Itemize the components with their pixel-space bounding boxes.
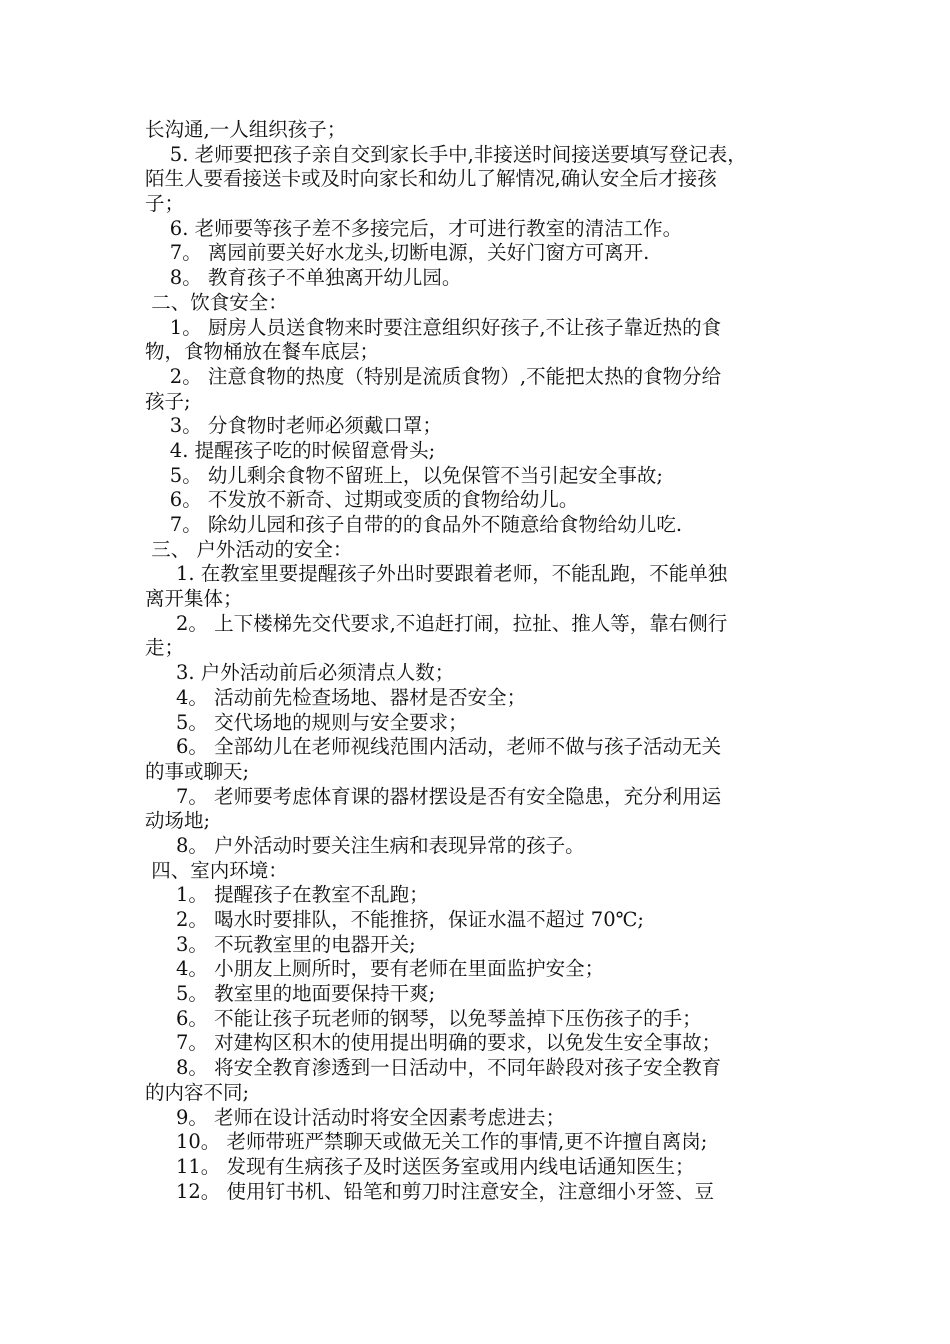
text-line: 2。 注意食物的热度（特别是流质食物）,不能把太热的食物分给	[145, 364, 722, 388]
text-line: 6。 不能让孩子玩老师的钢琴，以免琴盖掉下压伤孩子的手；	[145, 1006, 702, 1030]
text-line: 子；	[145, 192, 185, 216]
text-line: 3。 不玩教室里的电器开关;	[145, 932, 416, 956]
text-line: 6。 不发放不新奇、过期或变质的食物给幼儿。	[145, 488, 579, 512]
text-line: 8。 将安全教育渗透到一日活动中，不同年龄段对孩子安全教育	[145, 1056, 722, 1080]
text-line: 物，食物桶放在餐车底层；	[145, 340, 380, 364]
text-line: 12。 使用钉书机、铅笔和剪刀时注意安全，注意细小牙签、豆	[145, 1179, 715, 1203]
text-line: 1。 厨房人员送食物来时要注意组织好孩子,不让孩子靠近热的食	[145, 315, 722, 339]
text-line: 1. 在教室里要提醒孩子外出时要跟着老师，不能乱跑，不能单独	[145, 562, 728, 586]
text-line: 11。 发现有生病孩子及时送医务室或用内线电话通知医生；	[145, 1154, 695, 1178]
section-heading: 三、 户外活动的安全：	[145, 537, 353, 561]
text-line: 的事或聊天;	[145, 759, 250, 783]
text-line: 长沟通,一人组织孩子；	[145, 118, 347, 141]
text-line: 1。 提醒孩子在教室不乱跑；	[145, 883, 429, 907]
text-line: 7。 离园前要关好水龙头,切断电源，关好门窗方可离开.	[145, 241, 650, 265]
text-line: 走；	[145, 636, 185, 660]
text-line: 4. 提醒孩子吃的时候留意骨头;	[145, 438, 436, 462]
text-line: 离开集体；	[145, 587, 243, 611]
text-line: 动场地;	[145, 809, 211, 833]
text-line: 7。 老师要考虑体育课的器材摆设是否有安全隐患，充分利用运	[145, 784, 722, 808]
section-heading: 二、饮食安全：	[145, 290, 288, 314]
text-line: 2。 上下楼梯先交代要求,不追赶打闹，拉扯、推人等，靠右侧行	[145, 611, 728, 635]
text-line: 孩子;	[145, 389, 191, 413]
text-line: 6。 全部幼儿在老师视线范围内活动，老师不做与孩子活动无关	[145, 735, 722, 759]
text-line: 2。 喝水时要排队，不能推挤，保证水温不超过 70℃;	[145, 908, 644, 931]
section-heading: 四、室内环境：	[145, 858, 288, 882]
text-line: 10。 老师带班严禁聊天或做无关工作的事情,更不许擅自离岗;	[145, 1130, 708, 1154]
text-line: 9。 老师在设计活动时将安全因素考虑进去；	[145, 1105, 566, 1129]
text-line: 6. 老师要等孩子差不多接完后，才可进行教室的清洁工作。	[145, 216, 683, 240]
text-line: 4。 小朋友上厕所时，要有老师在里面监护安全；	[145, 957, 605, 981]
text-line: 8。 户外活动时要关注生病和表现异常的孩子。	[145, 833, 585, 857]
text-line: 5。 教室里的地面要保持干爽;	[145, 982, 436, 1006]
text-line: 5。 幼儿剩余食物不留班上，以免保管不当引起安全事故;	[145, 463, 663, 487]
text-line: 的内容不同;	[145, 1080, 250, 1104]
text-line: 7。 除幼儿园和孩子自带的的食品外不随意给食物给幼儿吃.	[145, 513, 683, 536]
text-line: 4。 活动前先检查场地、器材是否安全；	[145, 685, 527, 709]
text-line: 7。 对建构区积木的使用提出明确的要求，以免发生安全事故；	[145, 1031, 722, 1055]
text-line: 3。 分食物时老师必须戴口罩；	[145, 414, 442, 438]
text-line: 5. 老师要把孩子亲自交到家长手中,非接送时间接送要填写登记表，	[145, 142, 747, 166]
text-line: 陌生人要看接送卡或及时向家长和幼儿了解情况,确认安全后才接孩	[145, 167, 717, 191]
text-line: 3. 户外活动前后必须清点人数；	[145, 661, 455, 685]
text-line: 5。 交代场地的规则与安全要求；	[145, 710, 468, 734]
text-line: 8。 教育孩子不单独离开幼儿园。	[145, 266, 462, 290]
document-body	[145, 118, 815, 1204]
